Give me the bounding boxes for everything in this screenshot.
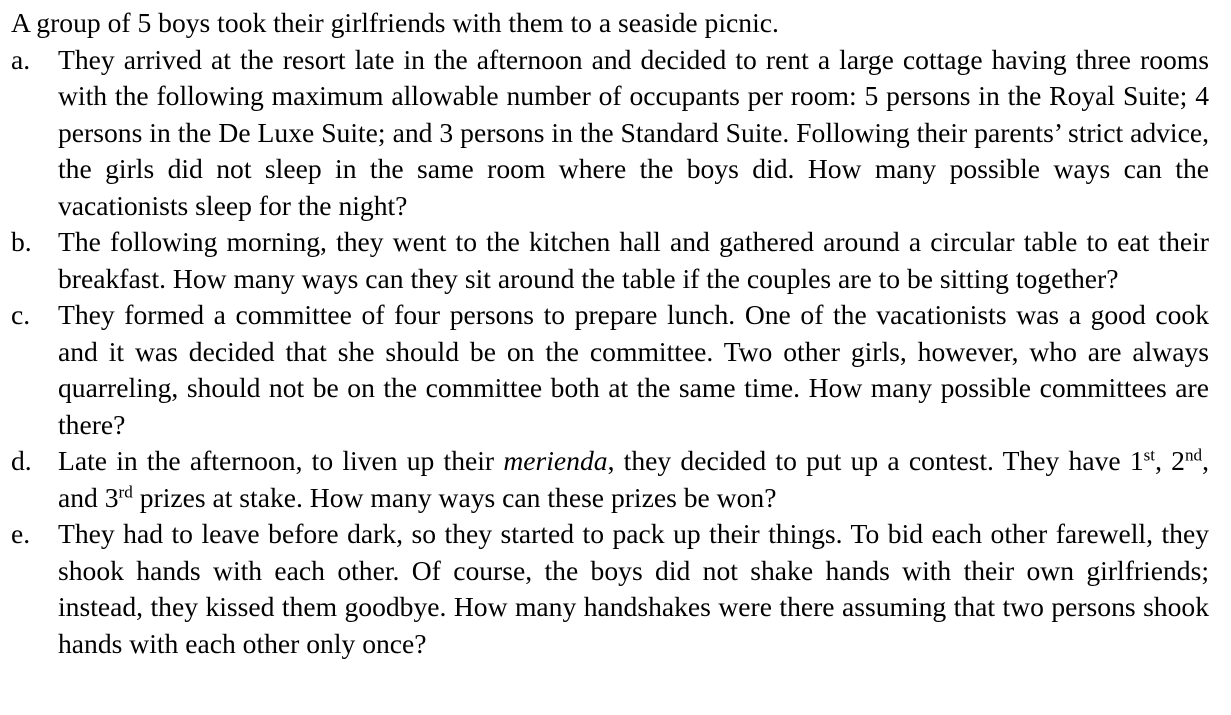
ordinal-suffix: rd <box>118 482 133 502</box>
item-marker: c. <box>11 299 31 330</box>
text-segment: prizes at stake. How many ways can these prizes be won? <box>132 481 777 513</box>
text-segment: , 2 <box>1155 445 1185 476</box>
item-text: They arrived at the resort late in the afternoon and decided to rent a large cottage having three rooms with the following maximum allowable number of occupants per room: 5 persons in the Royal Suite; 4 persons in the De Luxe Suite; and 3 persons in the Standard Suite. Following their parents’ strict advice, the girls did not sleep in the same room where the boys did. How many possible ways can the vacationists sleep for the night? <box>58 43 1209 221</box>
problem-list <box>11 42 1209 663</box>
text-segment: , they decided to put up a contest. They have 1 <box>607 445 1144 476</box>
problem-item-e <box>11 516 1209 662</box>
italic-term: merienda <box>503 445 608 476</box>
item-marker: d. <box>11 445 32 476</box>
text-segment: , and 3 <box>58 445 1209 513</box>
text-segment: Late in the afternoon, to liven up their <box>58 445 504 476</box>
problem-item-d <box>11 443 1209 516</box>
item-text: They formed a committee of four persons to prepare lunch. One of the vacationists was a good cook and it was decided that she should be on the committee. Two other girls, however, who are always quarreling, should not be on the committee both at the same time. How many possible committees are there? <box>58 299 1209 440</box>
item-marker: a. <box>11 43 31 75</box>
problem-item-a <box>11 42 1209 225</box>
item-marker: b. <box>11 226 32 257</box>
ordinal-suffix: nd <box>1184 445 1203 465</box>
item-text: They had to leave before dark, so they started to pack up their things. To bid each other farewell, they shook hands with each other. Of course, the boys did not shake hands with their own girlfriends; instead, they kissed them goodbye. How many handshakes were there assuming that two persons shook hands with each other only once? <box>58 518 1209 659</box>
problem-item-c <box>11 297 1209 443</box>
item-marker: e. <box>11 518 31 549</box>
item-text <box>58 445 1209 513</box>
problem-item-b <box>11 224 1209 297</box>
item-text: The following morning, they went to the kitchen hall and gathered around a circular table to eat their breakfast. How many ways can they sit around the table if the couples are to be sitting together? <box>58 226 1209 294</box>
ordinal-suffix: st <box>1143 445 1156 465</box>
problem-intro: A group of 5 boys took their girlfriends with them to a seaside picnic. <box>11 7 779 38</box>
